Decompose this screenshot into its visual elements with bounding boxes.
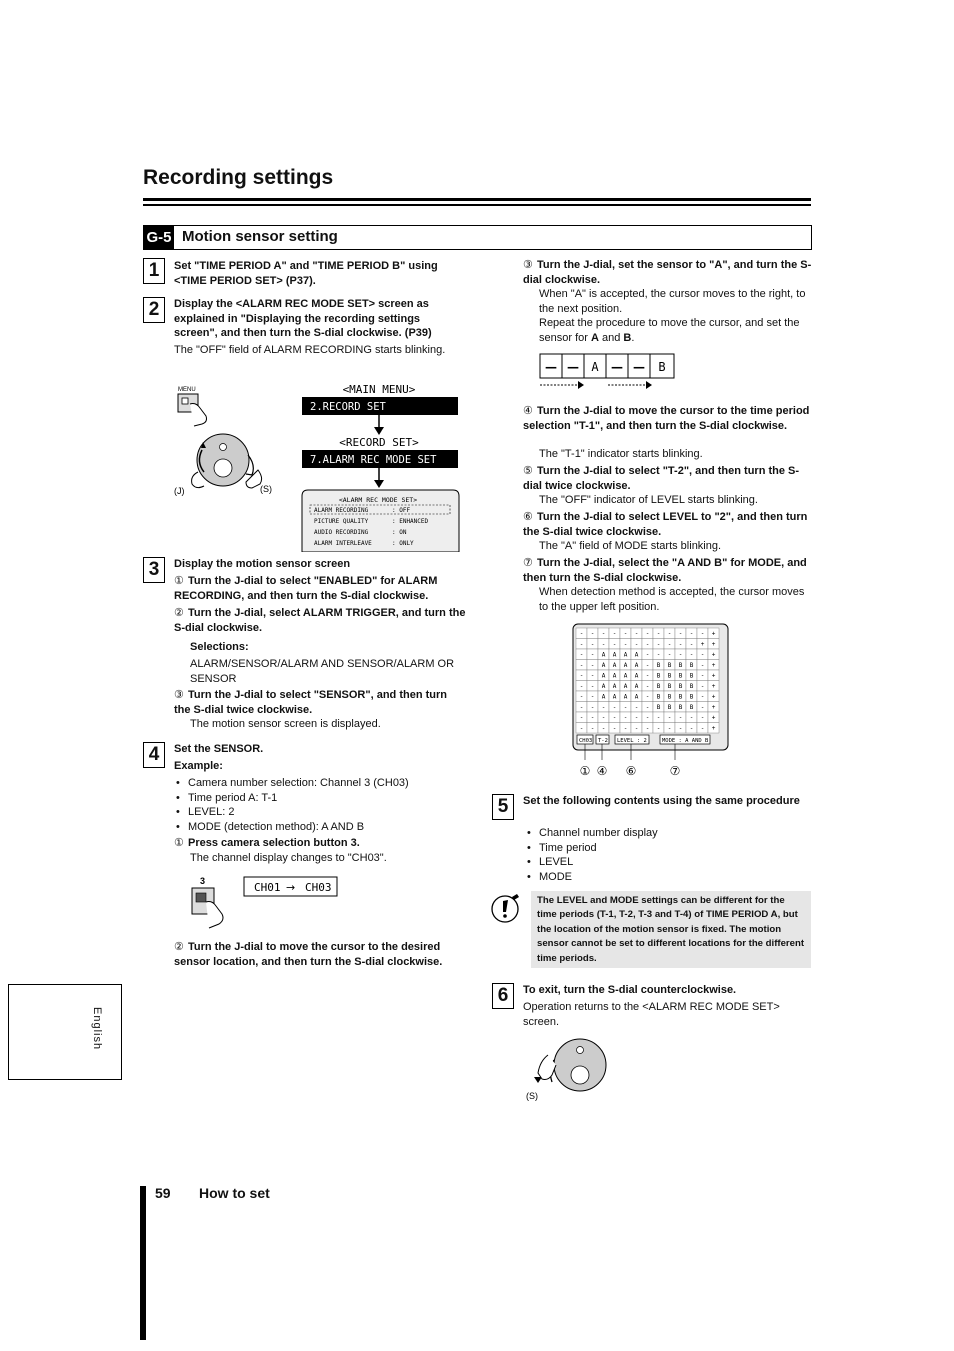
grid-cell-mark: - xyxy=(700,683,705,690)
grid-cell-mark: + xyxy=(711,725,716,732)
grid-cell-mark: - xyxy=(623,704,628,711)
arrow-right-icon: → xyxy=(286,881,296,894)
list-item: • Time period xyxy=(525,841,805,856)
grid-cell-mark: - xyxy=(634,630,639,638)
grid-cell-mark: A xyxy=(612,672,617,680)
language-tab xyxy=(8,984,122,1080)
grid-cell-mark: - xyxy=(590,672,595,680)
grid-cell-mark: - xyxy=(645,630,650,638)
grid-cell-mark: B xyxy=(678,662,683,669)
grid-cell-mark: - xyxy=(645,704,650,711)
section-tag: G-5 xyxy=(144,226,174,249)
grid-cell-mark: - xyxy=(678,630,683,638)
grid-cell-mark: - xyxy=(700,630,705,638)
grid-cell-mark: A xyxy=(601,672,606,680)
footer-section-title: How to set xyxy=(199,1185,270,1201)
grid-cell-mark: - xyxy=(623,641,628,648)
grid-cell-mark: - xyxy=(634,714,639,722)
list-item: • LEVEL xyxy=(525,855,805,870)
right-item-7: ⑦ Turn the J-dial, select the "A AND B" for MODE, and then turn the S-dial clockwise. xyxy=(523,557,807,584)
step-6-note: Operation returns to the <ALARM REC MODE SET> screen. xyxy=(523,1001,780,1028)
grid-cell-mark: - xyxy=(656,714,661,722)
example-heading: Example: xyxy=(174,760,223,772)
grid-cell-mark: A xyxy=(623,672,628,680)
grid-cell-mark: A xyxy=(601,662,606,669)
grid-cell-mark: - xyxy=(678,651,683,659)
step-3-item-3-note: The motion sensor screen is displayed. xyxy=(190,718,381,730)
main-menu-title: <MAIN MENU> xyxy=(342,383,416,396)
right-item-4-note: The "T-1" indicator starts blinking. xyxy=(539,448,703,460)
grid-cell-mark: - xyxy=(656,725,661,732)
grid-cell-mark: - xyxy=(579,704,584,711)
sensor-cell: — xyxy=(567,360,579,374)
arrow-right-icon xyxy=(578,381,584,389)
callout-6: ⑥ xyxy=(625,764,637,778)
grid-cell-mark: - xyxy=(590,693,595,701)
list-item: • LEVEL: 2 xyxy=(174,805,464,820)
grid-cell-mark: B xyxy=(656,683,661,690)
grid-time-period-label: T-2 xyxy=(598,738,608,744)
screen-row-value: : ON xyxy=(392,529,407,536)
grid-cell-mark: B xyxy=(689,704,694,711)
callout-1: ① xyxy=(579,764,591,778)
sensor-cell: — xyxy=(611,360,623,374)
step-3-number: 3 xyxy=(143,557,165,583)
right-item-3-note-2: Repeat the procedure to move the cursor, and set the sensor for A and B. xyxy=(539,317,800,344)
step-2-note: The "OFF" field of ALARM RECORDING starts blinking. xyxy=(174,344,446,356)
grid-cell-mark: - xyxy=(645,693,650,701)
grid-cell-mark: - xyxy=(601,641,606,648)
sensor-cell: — xyxy=(545,360,557,374)
grid-cell-mark: - xyxy=(579,672,584,680)
grid-cell-mark: B xyxy=(689,693,694,701)
grid-cell-mark: + xyxy=(711,672,716,680)
sensor-cell: B xyxy=(658,360,666,374)
screen-title: <ALARM REC MODE SET> xyxy=(338,496,418,504)
note-icon xyxy=(490,893,522,925)
grid-cell-mark: - xyxy=(645,714,650,722)
right-item-4: ④ Turn the J-dial to move the cursor to the time period selection "T-1", and then turn the S-dial clockwise. xyxy=(523,405,810,432)
step-5-heading: Set the following contents using the same procedure xyxy=(523,795,800,807)
grid-cell-mark: - xyxy=(579,714,584,722)
grid-cell-mark: - xyxy=(590,704,595,711)
grid-cell-mark: - xyxy=(645,683,650,690)
list-item: • Channel number display xyxy=(525,826,805,841)
s-dial-label: (S) xyxy=(260,484,272,494)
grid-cell-mark: A xyxy=(634,651,639,659)
motion-sensor-grid-figure xyxy=(570,620,735,782)
step-3-item-1: ① Turn the J-dial to select "ENABLED" for ALARM RECORDING, and then turn the S-dial clockwise. xyxy=(174,575,438,602)
list-item: • Camera number selection: Channel 3 (CH03) xyxy=(174,776,464,791)
grid-cell-mark: - xyxy=(590,725,595,732)
list-item: • MODE (detection method): A AND B xyxy=(174,820,464,835)
grid-cell-mark: - xyxy=(667,641,672,648)
step-4-item-2: ② Turn the J-dial to move the cursor to the desired sensor location, and then turn the S-dial clockwise. xyxy=(174,941,443,968)
jog-shuttle-dial-icon xyxy=(192,434,262,488)
screen-row-value: : OFF xyxy=(392,507,411,514)
camera-button-number: 3 xyxy=(200,876,206,886)
grid-cell-mark: + xyxy=(711,641,716,648)
grid-cell-mark: - xyxy=(656,651,661,659)
grid-cell-mark: B xyxy=(678,693,683,701)
grid-cell-mark: - xyxy=(700,714,705,722)
grid-cell-mark: A xyxy=(601,651,606,659)
grid-cell-mark: - xyxy=(612,714,617,722)
grid-cell-mark: A xyxy=(612,693,617,701)
grid-cell-mark: - xyxy=(700,662,705,669)
step-3-heading: Display the motion sensor screen xyxy=(174,558,351,570)
right-item-7-note: When detection method is accepted, the cursor moves to the upper left position. xyxy=(539,586,805,613)
grid-cell-mark: - xyxy=(689,641,694,648)
title-rule-thick xyxy=(143,198,811,201)
sensor-cell: A xyxy=(591,360,599,374)
grid-cell-mark: - xyxy=(700,693,705,701)
screen-row-key: PICTURE QUALITY xyxy=(314,518,369,525)
step-6-heading: To exit, turn the S-dial counterclockwise. xyxy=(523,984,737,996)
step-2-number: 2 xyxy=(143,297,165,323)
grid-cell-mark: A xyxy=(623,693,628,701)
grid-cell-mark: A xyxy=(634,672,639,680)
grid-cell-mark: B xyxy=(667,683,672,690)
grid-cell-mark: - xyxy=(612,641,617,648)
grid-cell-mark: - xyxy=(590,630,595,638)
menu-label: MENU xyxy=(178,387,196,393)
grid-cell-mark: - xyxy=(700,725,705,732)
sensor-cell-row-figure xyxy=(538,352,678,394)
grid-cell-mark: - xyxy=(689,714,694,722)
grid-cell-mark: - xyxy=(667,725,672,732)
grid-cell-mark: A xyxy=(623,651,628,659)
grid-cell-mark: B xyxy=(656,672,661,680)
right-item-5: ⑤ Turn the J-dial to select "T-2", and then turn the S-dial twice clockwise. xyxy=(523,465,800,492)
grid-cell-mark: - xyxy=(590,662,595,669)
grid-cell-mark: A xyxy=(634,662,639,669)
s-dial-label: (S) xyxy=(526,1091,538,1101)
grid-cell-mark: - xyxy=(645,641,650,648)
grid-cell-mark: - xyxy=(700,704,705,711)
step-5-list xyxy=(525,826,805,884)
right-item-5-note: The "OFF" indicator of LEVEL starts blinking. xyxy=(539,494,758,506)
grid-cell-mark: A xyxy=(623,683,628,690)
grid-cell-mark: - xyxy=(678,725,683,732)
alarm-rec-mode-screen xyxy=(302,490,459,552)
grid-cell-mark: B xyxy=(667,662,672,669)
grid-cell-mark: + xyxy=(711,662,716,669)
list-item: • Time period A: T-1 xyxy=(174,791,464,806)
sensor-cell: — xyxy=(633,360,645,374)
grid-cell-mark: - xyxy=(656,641,661,648)
grid-cell-mark: - xyxy=(700,672,705,680)
note-text: The LEVEL and MODE settings can be different for the time periods (T-1, T-2, T-3 and T-4) of TIME PERIOD A, but the location of the motion sensor is fixed. The motion sensor cannot be set to different locations for the different time periods. xyxy=(537,895,805,964)
section-header xyxy=(143,225,812,250)
right-item-6: ⑥ Turn the J-dial to select LEVEL to "2", and then turn the S-dial twice clockwise. xyxy=(523,511,808,538)
step-4-item-1-note: The channel display changes to "CH03". xyxy=(190,852,387,864)
list-item: • MODE xyxy=(525,870,805,885)
grid-cell-mark: A xyxy=(612,683,617,690)
grid-cell-mark: + xyxy=(700,641,705,648)
grid-cell-mark: - xyxy=(678,714,683,722)
grid-cell-mark: - xyxy=(590,714,595,722)
step-4-heading: Set the SENSOR. xyxy=(174,743,264,755)
language-label: English xyxy=(91,1007,103,1051)
grid-cell-mark: - xyxy=(601,630,606,638)
grid-cell-mark: B xyxy=(656,693,661,701)
grid-cell-mark: - xyxy=(689,630,694,638)
step-1-number: 1 xyxy=(143,258,165,284)
grid-cell-mark: A xyxy=(634,683,639,690)
grid-channel-label: CH03 xyxy=(579,738,593,744)
screen-row-key: ALARM INTERLEAVE xyxy=(314,540,372,547)
callout-4: ④ xyxy=(596,764,608,778)
step-3-item-2: ② Turn the J-dial, select ALARM TRIGGER, and turn the S-dial clockwise. xyxy=(174,607,466,634)
grid-cell-mark: - xyxy=(634,641,639,648)
grid-cell-mark: - xyxy=(601,725,606,732)
menu-navigation-figure xyxy=(168,380,468,552)
step-5-number: 5 xyxy=(492,794,514,820)
grid-cell-mark: - xyxy=(645,662,650,669)
grid-cell-mark: A xyxy=(623,662,628,669)
grid-cell-mark: - xyxy=(700,651,705,659)
grid-cell-mark: + xyxy=(711,704,716,711)
grid-cell-mark: B xyxy=(667,672,672,680)
grid-cell-mark: - xyxy=(590,651,595,659)
page-title: Recording settings xyxy=(143,166,334,189)
footer-bar xyxy=(140,1186,146,1340)
grid-cell-mark: B xyxy=(667,693,672,701)
grid-cell-mark: - xyxy=(590,683,595,690)
camera-button-icon xyxy=(192,888,223,928)
note-box xyxy=(531,891,811,968)
alarm-rec-mode-item: 7.ALARM REC MODE SET xyxy=(310,454,437,466)
grid-cell-mark: - xyxy=(689,651,694,659)
grid-cell-mark: - xyxy=(656,630,661,638)
grid-cell-mark: - xyxy=(579,630,584,638)
step-2-text: Display the <ALARM REC MODE SET> screen as explained in "Displaying the recording settings screen", and then turn the S-dial clockwise. (P39) xyxy=(174,298,432,339)
menu-button-icon xyxy=(178,394,207,426)
selections-heading: Selections: xyxy=(190,641,249,653)
section-name: Motion sensor setting xyxy=(182,228,338,245)
step-4-number: 4 xyxy=(143,742,165,768)
grid-cell-mark: A xyxy=(612,651,617,659)
grid-cell-mark: + xyxy=(711,651,716,659)
grid-cell-mark: - xyxy=(634,704,639,711)
grid-cell-mark: B xyxy=(656,704,661,711)
grid-cell-mark: - xyxy=(579,651,584,659)
grid-cell-mark: B xyxy=(678,672,683,680)
arrow-right-icon xyxy=(646,381,652,389)
grid-cell-mark: - xyxy=(579,725,584,732)
callout-7: ⑦ xyxy=(669,764,681,778)
grid-cell-mark: B xyxy=(678,704,683,711)
grid-cell-mark: - xyxy=(623,714,628,722)
grid-cell-mark: - xyxy=(645,725,650,732)
record-set-title: <RECORD SET> xyxy=(339,436,419,449)
grid-cell-mark: - xyxy=(689,725,694,732)
grid-cell-mark: - xyxy=(579,693,584,701)
grid-cell-mark: A xyxy=(601,683,606,690)
grid-cell-mark: B xyxy=(689,662,694,669)
grid-cell-mark: - xyxy=(612,725,617,732)
grid-cell-mark: - xyxy=(623,725,628,732)
grid-cell-mark: - xyxy=(612,630,617,638)
grid-cell-mark: - xyxy=(667,714,672,722)
grid-cell-mark: + xyxy=(711,714,716,722)
camera-button-figure xyxy=(188,872,348,932)
screen-row-value: : ENHANCED xyxy=(392,518,429,525)
s-dial-counterclockwise-figure xyxy=(520,1035,615,1105)
grid-cell-mark: - xyxy=(601,714,606,722)
grid-cell-mark: B xyxy=(667,704,672,711)
grid-cell-mark: + xyxy=(711,630,716,638)
screen-row-key: ALARM RECORDING xyxy=(314,507,369,514)
grid-cell-mark: + xyxy=(711,683,716,690)
grid-cell-mark: - xyxy=(601,704,606,711)
step-4-item-1: ① Press camera selection button 3. xyxy=(174,837,360,849)
step-6-number: 6 xyxy=(492,983,514,1009)
grid-cell-mark: - xyxy=(612,704,617,711)
grid-cell-mark: B xyxy=(689,672,694,680)
grid-cell-mark: - xyxy=(579,641,584,648)
sensor-grid xyxy=(576,628,719,733)
grid-cell-mark: B xyxy=(678,683,683,690)
right-item-6-note: The "A" field of MODE starts blinking. xyxy=(539,540,722,552)
arrow-down-icon xyxy=(374,480,384,488)
grid-cell-mark: B xyxy=(656,662,661,669)
step-1-text: Set "TIME PERIOD A" and "TIME PERIOD B" using <TIME PERIOD SET> (P37). xyxy=(174,260,438,287)
grid-mode-label: MODE : A AND B xyxy=(662,738,709,744)
grid-cell-mark: - xyxy=(623,630,628,638)
grid-cell-mark: - xyxy=(678,641,683,648)
grid-cell-mark: A xyxy=(601,693,606,701)
title-rule-thin xyxy=(143,204,811,206)
page-number: 59 xyxy=(155,1185,171,1201)
grid-cell-mark: + xyxy=(711,693,716,701)
grid-cell-mark: - xyxy=(645,672,650,680)
grid-cell-mark: - xyxy=(634,725,639,732)
grid-cell-mark: - xyxy=(667,630,672,638)
grid-cell-mark: - xyxy=(590,641,595,648)
grid-cell-mark: A xyxy=(634,693,639,701)
arrow-down-icon xyxy=(374,427,384,435)
grid-level-label: LEVEL : 2 xyxy=(617,738,647,744)
step-3-item-3: ③ Turn the J-dial to select "SENSOR", and then turn the S-dial twice clockwise. xyxy=(174,689,447,716)
j-dial-label: (J) xyxy=(174,486,185,496)
screen-row-value: : ONLY xyxy=(392,540,414,547)
record-set-item: 2.RECORD SET xyxy=(310,401,386,413)
grid-cell-mark: - xyxy=(645,651,650,659)
channel-to: CH03 xyxy=(305,881,332,894)
shuttle-dial-icon xyxy=(534,1039,606,1091)
right-item-3: ③ Turn the J-dial, set the sensor to "A", and turn the S-dial clockwise. xyxy=(523,259,812,286)
grid-cell-mark: - xyxy=(579,683,584,690)
example-list xyxy=(174,776,464,834)
grid-cell-mark: A xyxy=(612,662,617,669)
grid-cell-mark: - xyxy=(579,662,584,669)
channel-from: CH01 xyxy=(254,881,281,894)
screen-row-key: AUDIO RECORDING xyxy=(314,529,369,536)
grid-cell-mark: B xyxy=(689,683,694,690)
selections-text: ALARM/SENSOR/ALARM AND SENSOR/ALARM OR SENSOR xyxy=(190,658,455,685)
right-item-3-note-1: When "A" is accepted, the cursor moves to the right, to the next position. xyxy=(539,288,806,315)
grid-cell-mark: - xyxy=(667,651,672,659)
